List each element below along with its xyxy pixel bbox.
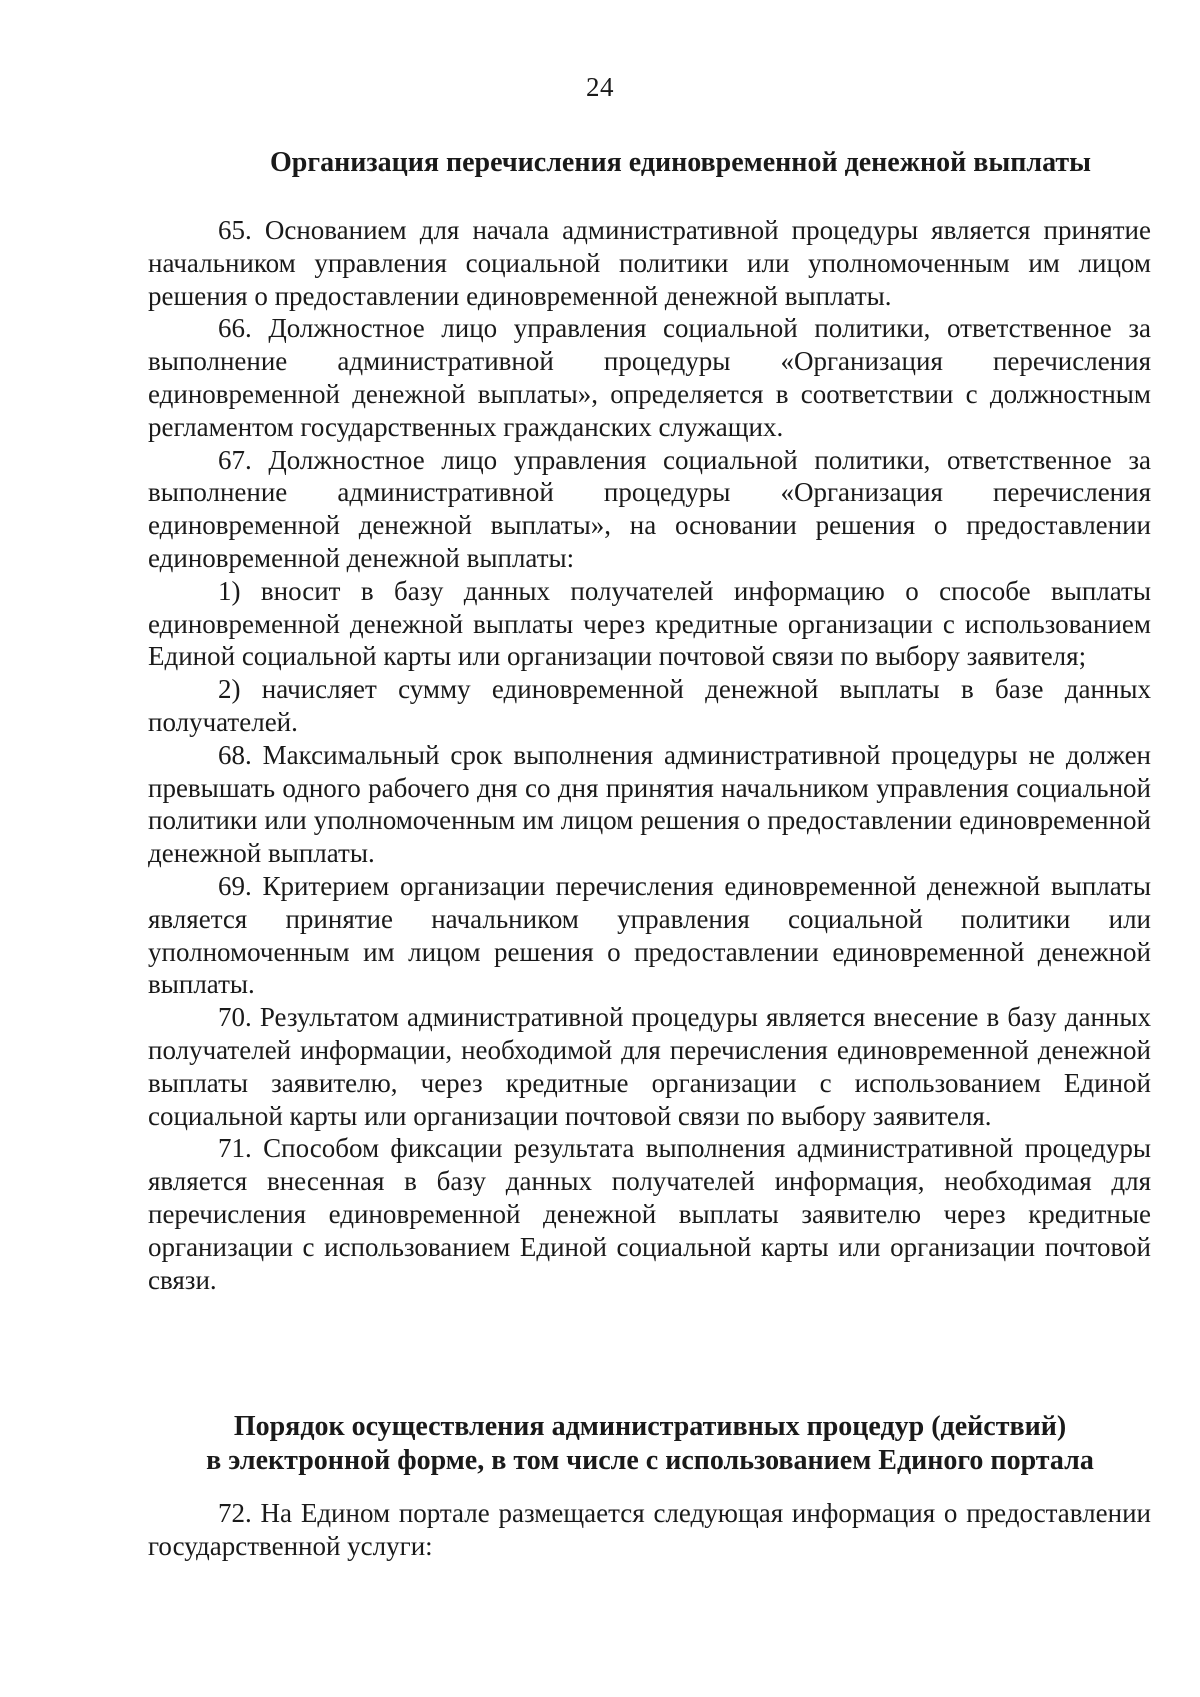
paragraph-66: 66. Должностное лицо управления социальной политики, ответственное за выполнение административной процедуры «Организация перечисления единовременной денежной выплаты», определяется в соответствии с должностным регламентом государственных гражданских служащих. <box>148 313 1151 442</box>
paragraph-67: 67. Должностное лицо управления социальной политики, ответственное за выполнение административной процедуры «Организация перечисления единовременной денежной выплаты», на основании решения о предоставлении единовременной денежной выплаты: <box>148 444 1151 573</box>
page-number: 24 <box>586 72 614 102</box>
paragraph-69: 69. Критерием организации перечисления единовременной денежной выплаты является принятие начальником управления социальной политики или уполномоченным им лицом решения о предоставлении единовременной денежной выплаты. <box>148 870 1151 1000</box>
paragraph-65: 65. Основанием для начала административной процедуры является принятие начальником управления социальной политики или уполномоченным им лицом решения о предоставлении единовременной денежной выплаты. <box>148 215 1151 311</box>
paragraph-68: 68. Максимальный срок выполнения административной процедуры не должен превышать одного рабочего дня со дня принятия начальником управления социальной политики или уполномоченным им лицом решения о предоставлении единовременной денежной выплаты. <box>148 739 1151 869</box>
paragraph-67-item-1: 1) вносит в базу данных получателей информацию о способе выплаты единовременной денежной выплаты через кредитные организации с использованием Единой социальной карты или организации почтовой связи по выбору заявителя; <box>148 575 1151 672</box>
section-heading-transfer: Организация перечисления единовременной денежной выплаты <box>270 147 1092 178</box>
section-heading-electronic-line-1: Порядок осуществления административных процедур (действий) <box>233 1411 1067 1442</box>
section-heading-electronic <box>150 1410 1150 1478</box>
paragraph-71: 71. Способом фиксации результата выполнения административной процедуры является внесенная в базу данных получателей информация, необходимая для перечисления единовременной денежной выплаты заявителю через кредитные организации с использованием Единой социальной карты или организации почтовой связи. <box>148 1133 1151 1295</box>
section-body-transfer <box>148 214 1151 1296</box>
section-body-electronic <box>148 1497 1151 1563</box>
paragraph-70: 70. Результатом административной процедуры является внесение в базу данных получателей информации, необходимой для перечисления единовременной денежной выплаты заявителю, через кредитные организации с использованием Единой социальной карты или организации почтовой связи по выбору заявителя. <box>148 1002 1151 1131</box>
section-heading-electronic-line-2: в электронной форме, в том числе с использованием Единого портала <box>206 1445 1094 1476</box>
paragraph-72: 72. На Едином портале размещается следующая информация о предоставлении государственной услуги: <box>148 1498 1151 1561</box>
paragraph-67-item-2: 2) начисляет сумму единовременной денежной выплаты в базе данных получателей. <box>148 674 1151 737</box>
